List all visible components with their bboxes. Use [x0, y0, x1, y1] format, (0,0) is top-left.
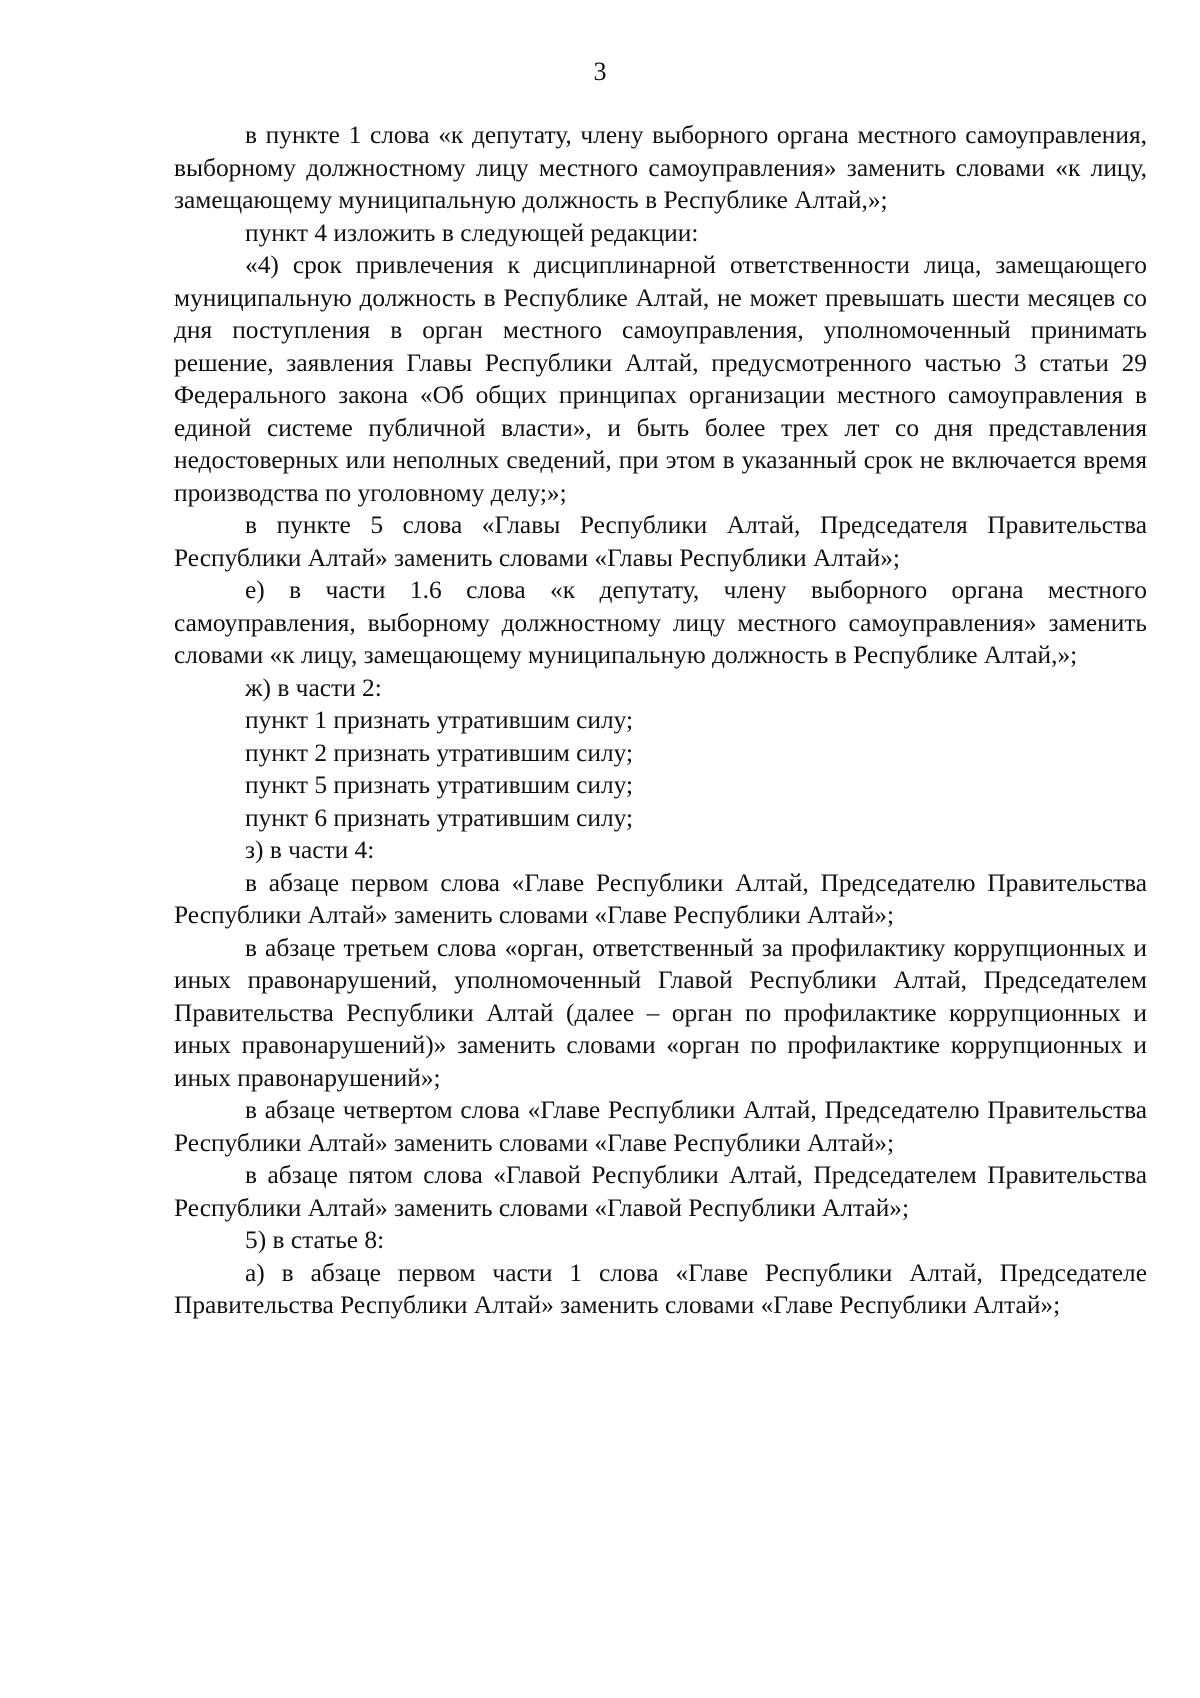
paragraph: в абзаце четвертом слова «Главе Республики Алтай, Председателю Правительства Республики Алтай» заменить словами «Главе Республики Алтай»;: [174, 1096, 1147, 1157]
paragraph: пункт 6 признать утратившим силу;: [245, 803, 634, 832]
paragraph: ж) в части 2:: [245, 673, 382, 702]
paragraph: пункт 5 признать утратившим силу;: [245, 771, 634, 799]
paragraph: в абзаце пятом слова «Главой Республики Алтай, Председателем Правительства Республики Алтай» заменить словами «Главой Республики Алтай»;: [174, 1161, 1147, 1222]
paragraph: з) в части 4:: [245, 836, 375, 864]
document-body: [174, 119, 1147, 1322]
paragraph: в абзаце третьем слова «орган, ответственный за профилактику коррупционных и иных правонарушений, уполномоченный Главой Республики Алтай, Председателем Правительства Республики Алтай (далее – орган по профилактике коррупционных и иных правонарушений)» заменить словами «орган по профилактике коррупционных и иных правонарушений»;: [174, 933, 1147, 1092]
paragraph: в пункте 1 слова «к депутату, члену выборного органа местного самоуправления, выборному должностному лицу местного самоуправления» заменить словами «к лицу, замещающему муниципальную должность в Республике Алтай,»;: [174, 121, 1147, 214]
paragraph: пункт 4 изложить в следующей редакции:: [245, 218, 699, 247]
paragraph: е) в части 1.6 слова «к депутату, члену выборного органа местного самоуправления, выборному должностному лицу местного самоуправления» заменить словами «к лицу, замещающему муниципальную должность в Республике Алтай,»;: [174, 576, 1147, 669]
paragraph: пункт 1 признать утратившим силу;: [245, 706, 634, 734]
paragraph: «4) срок привлечения к дисциплинарной ответственности лица, замещающего муниципальную должность в Республике Алтай, не может превышать шести месяцев со дня поступления в орган местного самоуправления, уполномоченный принимать решение, заявления Главы Республики Алтай, предусмотренного частью 3 статьи 29 Федерального закона «Об общих принципах организации местного самоуправления в единой системе публичной власти», и быть более трех лет со дня представления недостоверных или неполных сведений, при этом в указанный срок не включается время производства по уголовному делу;»;: [174, 251, 1147, 507]
page-number: 3: [593, 57, 607, 86]
paragraph: а) в абзаце первом части 1 слова «Главе Республики Алтай, Председателе Правительства Республики Алтай» заменить словами «Главе Республики Алтай»;: [174, 1258, 1147, 1319]
paragraph: в пункте 5 слова «Главы Республики Алтай, Председателя Правительства Республики Алтай» заменить словами «Главы Республики Алтай»;: [174, 511, 1147, 572]
paragraph: в абзаце первом слова «Главе Республики Алтай, Председателю Правительства Республики Алтай» заменить словами «Главе Республики Алтай»;: [174, 868, 1147, 929]
paragraph: пункт 2 признать утратившим силу;: [245, 738, 634, 767]
paragraph: 5) в статье 8:: [245, 1226, 385, 1254]
